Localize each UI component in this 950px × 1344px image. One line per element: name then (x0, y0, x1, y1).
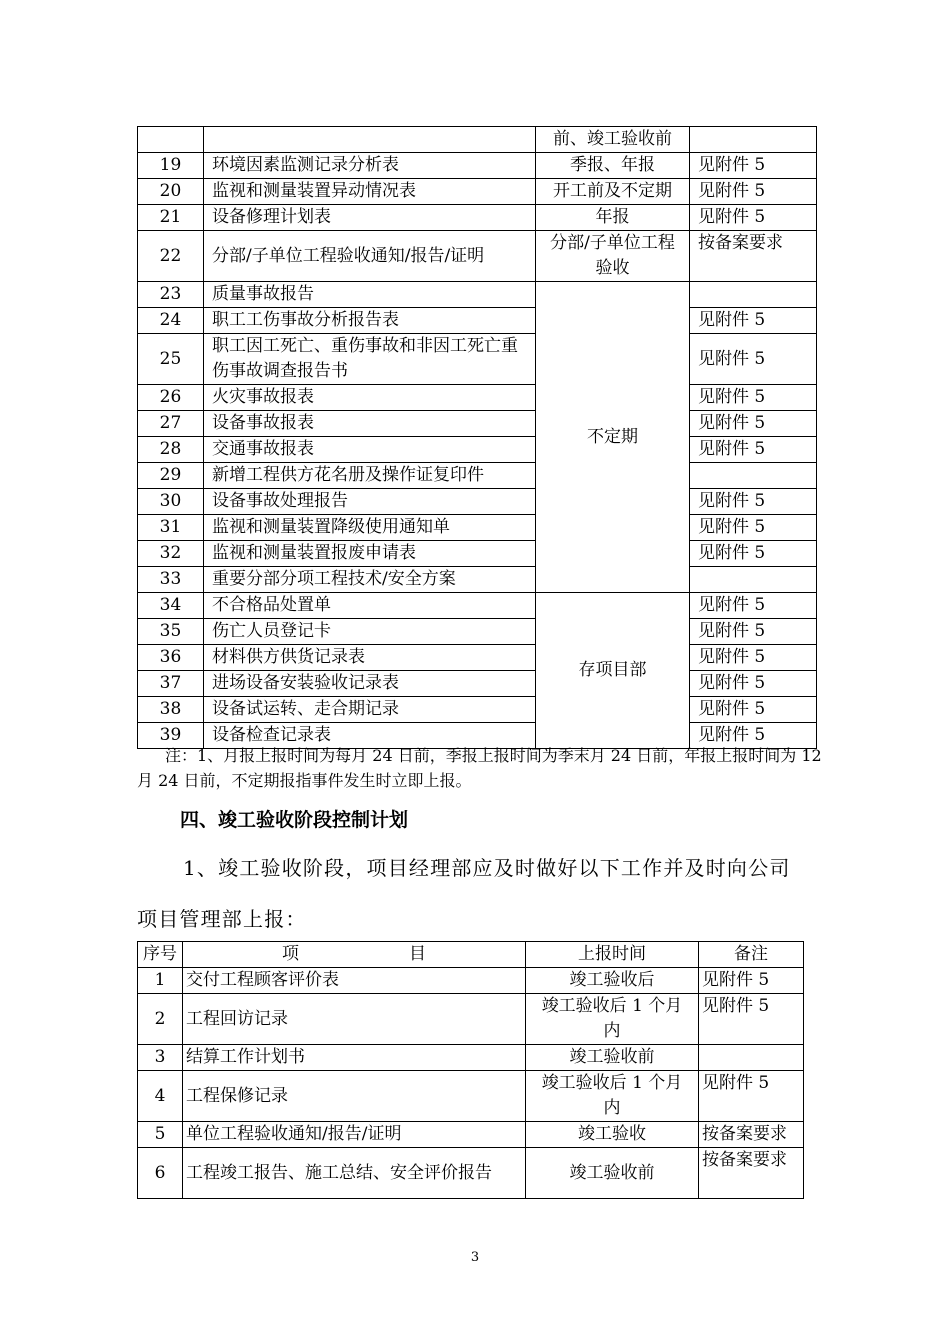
cell-no: 20 (138, 179, 204, 205)
cell-no: 29 (138, 463, 204, 489)
cell-name: 监视和测量装置异动情况表 (204, 179, 536, 205)
table-row (138, 179, 817, 205)
header-item-b: 目 (409, 944, 426, 964)
cell-no: 37 (138, 671, 204, 697)
cell-no: 26 (138, 385, 204, 411)
cell-time: 前、竣工验收前 (536, 127, 690, 153)
cell-name (204, 127, 536, 153)
cell-no: 28 (138, 437, 204, 463)
table-row (138, 1071, 804, 1122)
table-row (138, 1122, 804, 1148)
cell-name: 设备事故报表 (204, 411, 536, 437)
cell-name: 监视和测量装置报废申请表 (204, 541, 536, 567)
cell-remark: 见附件 5 (690, 153, 817, 179)
cell-name: 环境因素监测记录分析表 (204, 153, 536, 179)
cell-no: 38 (138, 697, 204, 723)
cell-remark (690, 127, 817, 153)
table-row (138, 231, 817, 282)
table-row (138, 994, 804, 1045)
cell-no: 1 (138, 968, 183, 994)
cell-remark: 见附件 5 (690, 671, 817, 697)
cell-time-merged: 不定期 (536, 282, 690, 593)
cell-no: 33 (138, 567, 204, 593)
cell-no: 5 (138, 1122, 183, 1148)
cell-name: 分部/子单位工程验收通知/报告/证明 (204, 231, 536, 282)
cell-remark: 见附件 5 (690, 723, 817, 749)
cell-name: 交通事故报表 (204, 437, 536, 463)
table-row (138, 541, 817, 567)
cell-remark: 见附件 5 (690, 334, 817, 385)
cell-remark: 见附件 5 (690, 697, 817, 723)
header-item-a: 项 (282, 944, 299, 964)
cell-name: 新增工程供方花名册及操作证复印件 (204, 463, 536, 489)
cell-no: 31 (138, 515, 204, 541)
cell-no: 19 (138, 153, 204, 179)
cell-time-merged: 存项目部 (536, 593, 690, 749)
cell-remark: 见附件 5 (690, 411, 817, 437)
cell-remark (690, 463, 817, 489)
table-header-row (138, 942, 804, 968)
table-row (138, 463, 817, 489)
cell-name: 交付工程顾客评价表 (183, 968, 526, 994)
cell-time: 竣工验收后 1 个月内 (526, 994, 699, 1045)
cell-name: 工程竣工报告、施工总结、安全评价报告 (183, 1148, 526, 1199)
paragraph-line-1: 1、竣工验收阶段，项目经理部应及时做好以下工作并及时向公司 (183, 856, 791, 880)
cell-name: 职工工伤事故分析报告表 (204, 308, 536, 334)
cell-remark: 见附件 5 (690, 308, 817, 334)
cell-remark: 按备案要求 (699, 1122, 804, 1148)
cell-name: 重要分部分项工程技术/安全方案 (204, 567, 536, 593)
cell-time: 开工前及不定期 (536, 179, 690, 205)
table-row (138, 127, 817, 153)
table-row (138, 385, 817, 411)
table-row (138, 567, 817, 593)
cell-remark: 见附件 5 (690, 515, 817, 541)
cell-remark: 见附件 5 (690, 489, 817, 515)
cell-name: 进场设备安装验收记录表 (204, 671, 536, 697)
table-row (138, 515, 817, 541)
cell-name: 工程保修记录 (183, 1071, 526, 1122)
cell-remark (690, 567, 817, 593)
cell-remark: 见附件 5 (690, 205, 817, 231)
report-table-2 (137, 941, 804, 1199)
cell-name: 材料供方供货记录表 (204, 645, 536, 671)
table-row (138, 968, 804, 994)
cell-name: 工程回访记录 (183, 994, 526, 1045)
cell-no: 34 (138, 593, 204, 619)
cell-remark: 见附件 5 (690, 385, 817, 411)
cell-name: 设备检查记录表 (204, 723, 536, 749)
cell-no: 25 (138, 334, 204, 385)
cell-time: 分部/子单位工程验收 (536, 231, 690, 282)
cell-name: 设备事故处理报告 (204, 489, 536, 515)
cell-no: 27 (138, 411, 204, 437)
cell-time: 季报、年报 (536, 153, 690, 179)
cell-remark: 见附件 5 (690, 619, 817, 645)
cell-no (138, 127, 204, 153)
cell-time: 竣工验收后 (526, 968, 699, 994)
cell-remark: 见附件 5 (690, 437, 817, 463)
cell-no: 3 (138, 1045, 183, 1071)
cell-no: 36 (138, 645, 204, 671)
cell-no: 35 (138, 619, 204, 645)
cell-no: 39 (138, 723, 204, 749)
table-row (138, 282, 817, 308)
header-item (183, 942, 526, 968)
cell-time: 年报 (536, 205, 690, 231)
paragraph-line-2: 项目管理部上报： (137, 907, 307, 931)
cell-remark: 见附件 5 (699, 1071, 804, 1122)
cell-remark: 按备案要求 (699, 1148, 804, 1199)
cell-time: 竣工验收前 (526, 1148, 699, 1199)
cell-name: 监视和测量装置降级使用通知单 (204, 515, 536, 541)
cell-remark: 见附件 5 (690, 593, 817, 619)
table-row (138, 645, 817, 671)
header-remark: 备注 (699, 942, 804, 968)
cell-no: 23 (138, 282, 204, 308)
table-row (138, 697, 817, 723)
cell-name: 单位工程验收通知/报告/证明 (183, 1122, 526, 1148)
cell-no: 30 (138, 489, 204, 515)
cell-name: 设备修理计划表 (204, 205, 536, 231)
table-row (138, 334, 817, 385)
cell-no: 32 (138, 541, 204, 567)
table-row (138, 619, 817, 645)
cell-name: 不合格品处置单 (204, 593, 536, 619)
header-no: 序号 (138, 942, 183, 968)
cell-remark: 见附件 5 (690, 541, 817, 567)
page-number: 3 (470, 1250, 480, 1265)
section-heading: 四、竣工验收阶段控制计划 (180, 809, 409, 831)
cell-no: 24 (138, 308, 204, 334)
cell-name: 伤亡人员登记卡 (204, 619, 536, 645)
cell-remark: 按备案要求 (690, 231, 817, 282)
cell-no: 22 (138, 231, 204, 282)
table-row (138, 153, 817, 179)
cell-name: 结算工作计划书 (183, 1045, 526, 1071)
table-row (138, 671, 817, 697)
cell-no: 21 (138, 205, 204, 231)
table-row (138, 1045, 804, 1071)
cell-remark (699, 1045, 804, 1071)
header-time: 上报时间 (526, 942, 699, 968)
table-row (138, 205, 817, 231)
cell-no: 2 (138, 994, 183, 1045)
cell-name: 火灾事故报表 (204, 385, 536, 411)
table-row (138, 489, 817, 515)
cell-remark: 见附件 5 (699, 968, 804, 994)
cell-name: 设备试运转、走合期记录 (204, 697, 536, 723)
cell-time: 竣工验收 (526, 1122, 699, 1148)
cell-time: 竣工验收后 1 个月内 (526, 1071, 699, 1122)
table-row (138, 1148, 804, 1199)
cell-time: 竣工验收前 (526, 1045, 699, 1071)
cell-remark (690, 282, 817, 308)
cell-name: 职工因工死亡、重伤事故和非因工死亡重伤事故调查报告书 (204, 334, 536, 385)
table-row (138, 308, 817, 334)
cell-remark: 见附件 5 (699, 994, 804, 1045)
table-note: 注：1、月报上报时间为每月 24 日前，季报上报时间为季末月 24 日前，年报上报时间为 12 月 24 日前，不定期报指事件发生时立即上报。 (137, 746, 822, 790)
table-row (138, 593, 817, 619)
table-row (138, 437, 817, 463)
cell-no: 6 (138, 1148, 183, 1199)
cell-no: 4 (138, 1071, 183, 1122)
cell-remark: 见附件 5 (690, 179, 817, 205)
report-table-1 (137, 126, 817, 749)
cell-name: 质量事故报告 (204, 282, 536, 308)
table-row (138, 411, 817, 437)
cell-remark: 见附件 5 (690, 645, 817, 671)
